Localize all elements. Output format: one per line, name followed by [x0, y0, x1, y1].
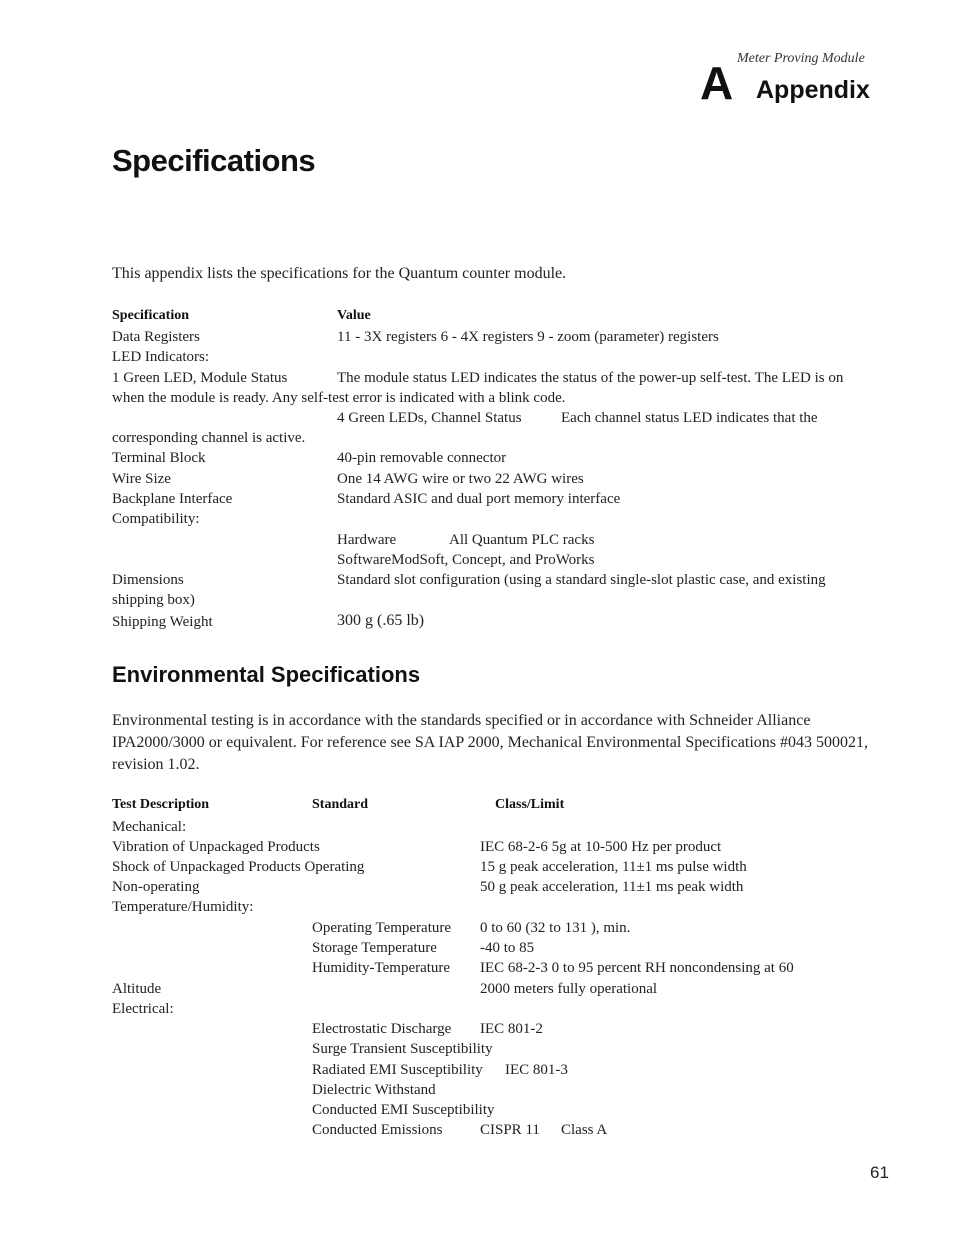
env-label-humidity-temperature: Humidity-Temperature — [312, 960, 451, 976]
spec-label-green-led: 1 Green LED, Module Status — [112, 370, 288, 386]
column-header-class-limit: Class/Limit — [495, 797, 565, 812]
page-number: 61 — [870, 1163, 889, 1182]
env-label-operating-temperature: Operating Temperature — [312, 920, 452, 936]
spec-software: SoftwareModSoft, Concept, and ProWorks — [337, 552, 595, 568]
env-label-surge: Surge Transient Susceptibility — [312, 1041, 493, 1057]
env-label-mechanical: Mechanical: — [112, 819, 187, 835]
env-label-electrical: Electrical: — [112, 1001, 174, 1017]
spec-label-wire-size: Wire Size — [112, 471, 171, 487]
env-value-altitude: 2000 meters fully operational — [480, 981, 658, 997]
env-value-storage-temperature: -40 to 85 — [480, 940, 535, 956]
env-label-storage-temperature: Storage Temperature — [312, 940, 437, 956]
spec-label-dimensions: Dimensions — [112, 572, 184, 588]
column-header-standard: Standard — [312, 797, 369, 812]
spec-value-wire-size: One 14 AWG wire or two 22 AWG wires — [337, 471, 584, 487]
chapter-letter: A — [700, 57, 733, 109]
env-label-shock: Shock of Unpackaged Products Operating — [112, 859, 365, 875]
spec-value-channel-leds-cont: corresponding channel is active. — [112, 430, 306, 446]
env-value-shock: 15 g peak acceleration, 11±1 ms pulse width — [480, 859, 747, 875]
spec-label-shipping-weight: Shipping Weight — [112, 614, 213, 630]
env-value-conducted-emissions-standard: CISPR 11 — [480, 1122, 540, 1138]
spec-value-dimensions: Standard slot configuration (using a standard single-slot plastic case, and existing — [337, 572, 826, 588]
spec-label-backplane: Backplane Interface — [112, 491, 233, 507]
environmental-paragraph: Environmental testing is in accordance with the standards specified or in accordance with Schneider Alliance IPA2000/3000 or equivalent. For reference see SA IAP 2000, Mechanical Environmental Specifications #043 500021, revision 1.02. — [112, 712, 868, 773]
spec-value-channel-leds: Each channel status LED indicates that the — [561, 410, 818, 426]
env-value-humidity-temperature: IEC 68-2-3 0 to 95 percent RH noncondensing at 60 — [480, 960, 794, 976]
env-value-radiated-emi: IEC 801-3 — [505, 1062, 568, 1078]
env-value-operating-temperature: 0 to 60 (32 to 131 ), min. — [480, 920, 631, 936]
env-label-esd: Electrostatic Discharge — [312, 1021, 452, 1037]
spec-value-dimensions-cont: shipping box) — [112, 592, 195, 608]
chapter-title: Appendix — [756, 76, 870, 104]
running-header: Meter Proving Module — [737, 51, 865, 66]
column-header-specification: Specification — [112, 308, 189, 323]
section-title-environmental: Environmental Specifications — [112, 662, 421, 687]
env-value-vibration: IEC 68-2-6 5g at 10-500 Hz per product — [480, 839, 722, 855]
env-label-conducted-emissions: Conducted Emissions — [312, 1122, 443, 1138]
spec-value-backplane: Standard ASIC and dual port memory interface — [337, 491, 621, 507]
env-label-temperature-humidity: Temperature/Humidity: — [112, 899, 254, 915]
spec-label-compatibility: Compatibility: — [112, 511, 200, 527]
env-value-conducted-emissions-class: Class A — [561, 1122, 608, 1138]
spec-label-data-registers: Data Registers — [112, 329, 200, 345]
spec-label-channel-leds: 4 Green LEDs, Channel Status — [337, 410, 522, 426]
section-title-specifications: Specifications — [112, 143, 316, 178]
spec-label-hardware: Hardware — [337, 532, 397, 548]
env-label-dielectric: Dielectric Withstand — [312, 1082, 436, 1098]
env-label-altitude: Altitude — [112, 981, 162, 997]
env-label-non-operating: Non-operating — [112, 879, 200, 895]
column-header-test-description: Test Description — [112, 797, 210, 812]
spec-value-terminal-block: 40-pin removable connector — [337, 450, 507, 466]
spec-label-led-indicators: LED Indicators: — [112, 349, 210, 365]
spec-value-data-registers: 11 - 3X registers 6 - 4X registers 9 - zoom (parameter) registers — [337, 329, 719, 345]
spec-value-hardware: All Quantum PLC racks — [449, 532, 595, 548]
env-value-non-operating: 50 g peak acceleration, 11±1 ms peak width — [480, 879, 744, 895]
intro-paragraph: This appendix lists the specifications for the Quantum counter module. — [112, 265, 567, 282]
spec-value-green-led: The module status LED indicates the status of the power-up self-test. The LED is on — [337, 370, 844, 386]
spec-value-shipping-weight: 300 g (.65 lb) — [337, 612, 425, 629]
env-label-vibration: Vibration of Unpackaged Products — [112, 839, 320, 855]
column-header-value: Value — [337, 308, 371, 323]
spec-value-green-led-cont: when the module is ready. Any self-test error is indicated with a blink code. — [112, 390, 566, 406]
env-value-esd: IEC 801-2 — [480, 1021, 543, 1037]
env-label-radiated-emi: Radiated EMI Susceptibility — [312, 1062, 483, 1078]
env-label-conducted-emi: Conducted EMI Susceptibility — [312, 1102, 495, 1118]
spec-label-terminal-block: Terminal Block — [112, 450, 206, 466]
